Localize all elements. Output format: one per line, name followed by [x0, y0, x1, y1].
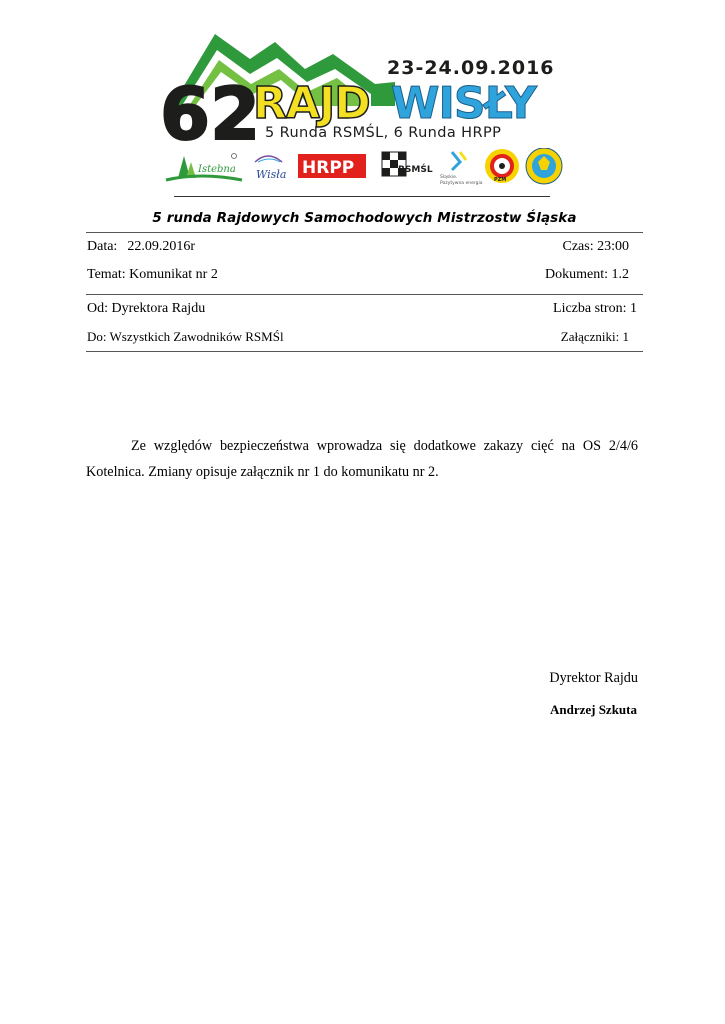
event-dates: 23-24.09.2016: [387, 57, 555, 79]
attachments-field: Załączniki: 1: [560, 329, 629, 344]
automobilklub-slaski-logo: [526, 148, 562, 184]
svg-text:Istebna: Istebna: [198, 164, 236, 175]
sponsor-logos: [160, 148, 580, 188]
event-logo-graphic: [155, 14, 575, 144]
slaskie-logo: [440, 152, 483, 186]
info-row-to: [86, 323, 643, 351]
header-divider: [174, 196, 550, 197]
info-row-subject: [86, 261, 643, 289]
from-field: Od: Dyrektora Rajdu: [87, 301, 206, 316]
date-label: Data:: [87, 239, 118, 254]
page-count-field: Liczba stron: 1: [553, 301, 637, 316]
date-cell: [87, 239, 195, 255]
date-value: 22.09.2016r: [127, 239, 195, 254]
info-row-from: [86, 295, 643, 323]
svg-text:Wisła: Wisła: [256, 168, 287, 181]
body-paragraph: Ze względów bezpieczeństwa wprowadza się dodatkowe zakazy cięć na OS 2/4/6 Kotelnica. Zmiany opisuje załącznik nr 1 do komunikatu nr 2.: [86, 438, 638, 480]
subject-field: Temat: Komunikat nr 2: [87, 267, 218, 282]
svg-text:Śląskie.: Śląskie.: [440, 175, 458, 180]
event-number: 62: [160, 72, 261, 144]
rsmsl-logo: [382, 152, 433, 176]
wisla-logo: [255, 156, 286, 181]
signature-name: Andrzej Szkuta: [549, 702, 637, 717]
svg-text:HRPP: HRPP: [302, 158, 355, 178]
document-number-field: Dokument: 1.2: [545, 267, 629, 282]
document-info-table: [86, 232, 643, 352]
svg-text:PZM: PZM: [494, 177, 507, 183]
svg-text:Pozytywna energia: Pozytywna energia: [440, 181, 483, 186]
event-rounds: 5 Runda RSMŚL, 6 Runda HRPP: [265, 125, 502, 141]
info-row-date: [86, 233, 643, 261]
signature-title: Dyrektor Rajdu: [549, 670, 638, 686]
svg-text:RSMŚL: RSMŚL: [398, 165, 433, 175]
pzm-logo: [485, 149, 519, 183]
event-name-wisly: WISŁY: [391, 78, 536, 129]
document-subtitle: 5 runda Rajdowych Samochodowych Mistrzostw Śląska: [152, 210, 577, 226]
info-divider: [86, 351, 643, 352]
hrpp-logo: [298, 154, 366, 178]
recipients-field: Do: Wszystkich Zawodników RSMŚl: [87, 329, 284, 344]
event-name-rajd: RAJD: [253, 78, 370, 129]
time-field: Czas: 23:00: [562, 239, 629, 254]
istebna-logo: [166, 154, 242, 181]
